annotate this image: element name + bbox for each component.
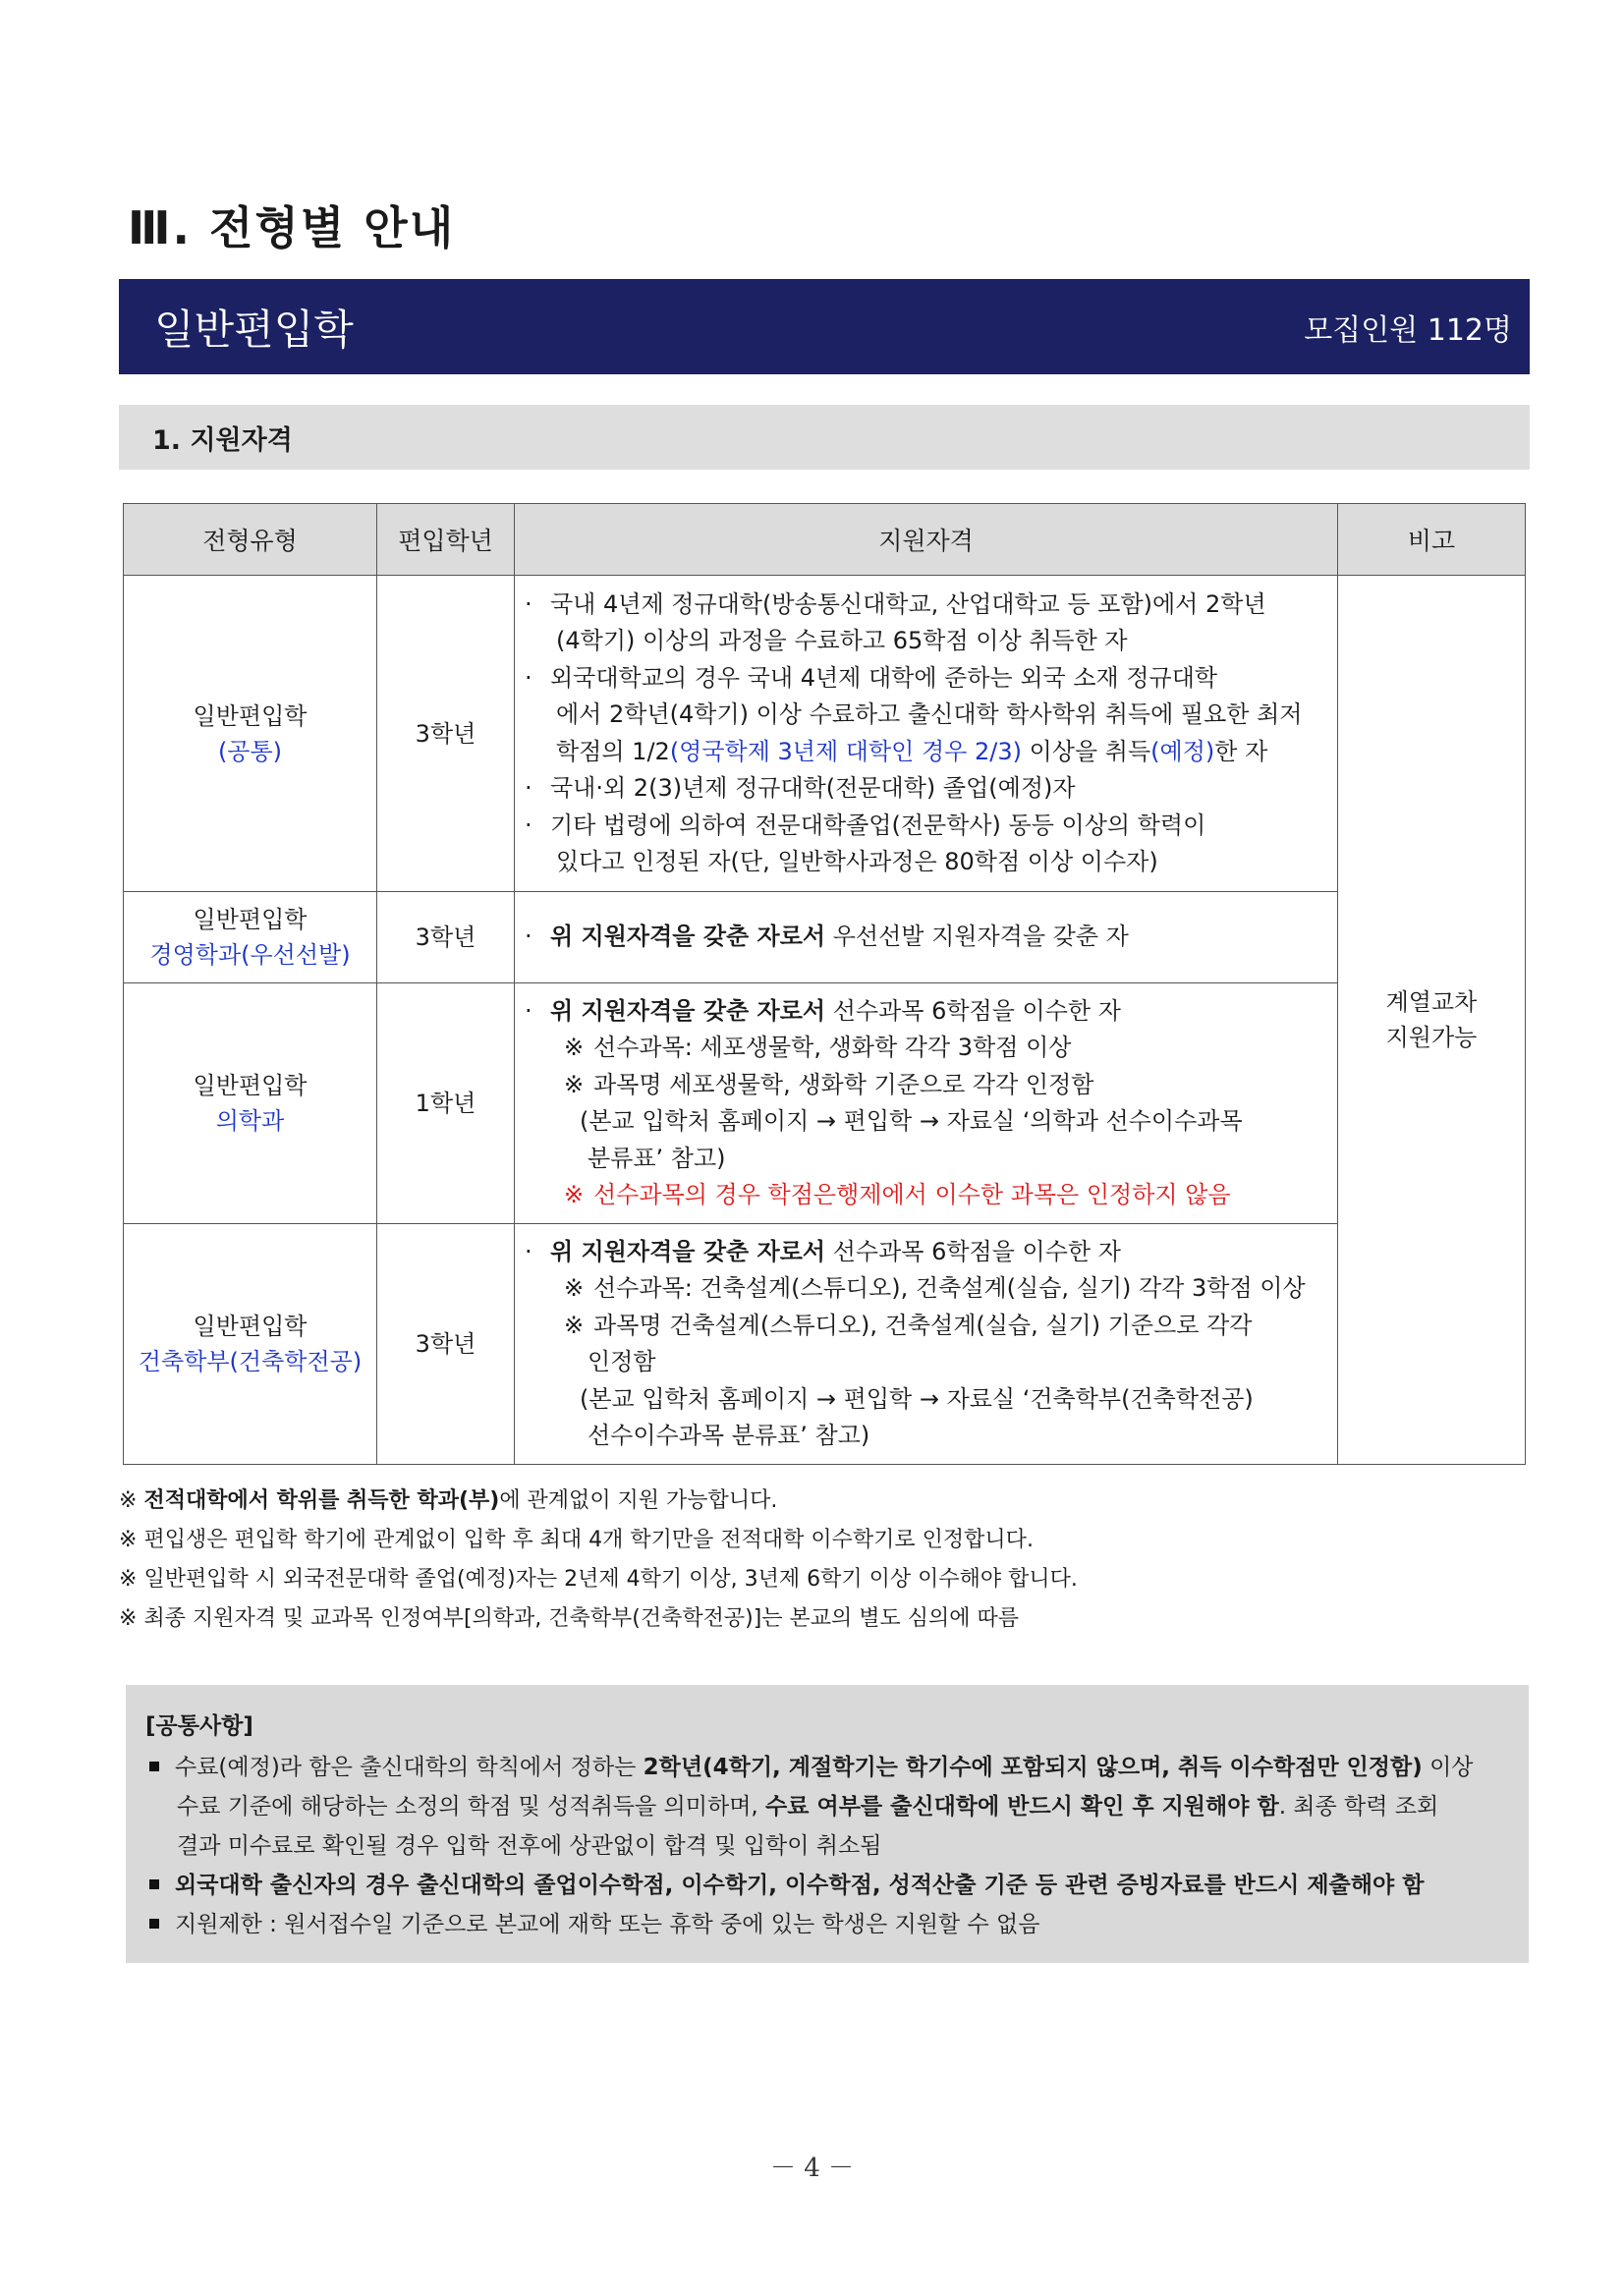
qual-text: 선수과목: 건축설계(스튜디오), 건축설계(실습, 실기) 각각 3학점 이상 — [593, 1274, 1306, 1302]
qual-text: (4학기) 이상의 과정을 수료하고 65학점 이상 취득한 자 — [556, 627, 1128, 654]
ref-mark: ※ — [564, 1034, 585, 1061]
page-title: Ⅲ. 전형별 안내 — [128, 201, 456, 254]
table-row — [124, 1224, 1526, 1465]
qual-text: 과목명 세포생물학, 생화학 기준으로 각각 인정함 — [593, 1070, 1094, 1098]
common-item: 지원제한 : 원서접수일 기준으로 본교에 재학 또는 휴학 중에 있는 학생은 지원할 수 없음 — [145, 1905, 1509, 1944]
type-cell — [124, 983, 377, 1224]
bullet: · — [525, 589, 532, 618]
footnote: ※ 최종 지원자격 및 교과목 인정여부[의학과, 건축학부(건축학전공)]는 본교의 별도 심의에 따름 — [119, 1606, 1020, 1631]
table-row — [124, 892, 1526, 983]
common-notice-title: [공통사항] — [145, 1713, 253, 1739]
qualification-cell — [515, 1224, 1338, 1465]
page-number: － 4 － — [769, 2154, 855, 2183]
type-label: 일반편입학 — [193, 906, 308, 933]
qual-text: 인정함 — [588, 1348, 656, 1375]
common-item-cont: 결과 미수료로 확인될 경우 입학 전후에 상관없이 합격 및 입학이 취소됨 — [177, 1833, 882, 1859]
qualification-table — [123, 503, 1526, 1465]
section-title: 1. 지원자격 — [152, 424, 293, 456]
year-cell: 1학년 — [377, 983, 515, 1224]
note-text: 계열교차 — [1385, 988, 1478, 1016]
qual-text: 학점의 1/2(영국학제 3년제 대학인 경우 2/3) 이상을 취득(예정)한 자 — [556, 737, 1268, 765]
square-bullet-icon — [149, 1762, 159, 1771]
common-item-cont: 수료 기준에 해당하는 소정의 학점 및 성적취득을 의미하며, 수료 여부를 출신대학에 반드시 확인 후 지원해야 함. 최종 학력 조회 — [177, 1794, 1439, 1820]
year-cell: 3학년 — [377, 576, 515, 892]
qualification-cell — [515, 983, 1338, 1224]
type-sub-label: 의학과 — [215, 1107, 285, 1135]
qual-text: 과목명 건축설계(스튜디오), 건축설계(실습, 실기) 기준으로 각각 — [593, 1311, 1253, 1339]
qual-text: (본교 입학처 홈페이지 → 편입학 → 자료실 ‘의학과 선수이수과목 — [580, 1107, 1243, 1135]
header-type: 전형유형 — [124, 504, 377, 576]
qual-text-bold: 위 지원자격을 갖춘 자로서 — [550, 1237, 826, 1265]
type-sub-label: 건축학부(건축학전공) — [138, 1348, 363, 1375]
bullet: · — [525, 1237, 532, 1265]
qual-text: 선수과목 6학점을 이수한 자 — [825, 996, 1121, 1025]
qual-text: 국내 4년제 정규대학(방송통신대학교, 산업대학교 등 포함)에서 2학년 — [550, 589, 1266, 618]
note-text: 지원가능 — [1385, 1024, 1478, 1051]
qual-text: (본교 입학처 홈페이지 → 편입학 → 자료실 ‘건축학부(건축학전공) — [580, 1384, 1254, 1413]
type-label: 일반편입학 — [193, 1072, 308, 1099]
qual-text: 외국대학교의 경우 국내 4년제 대학에 준하는 외국 소재 정규대학 — [550, 663, 1218, 692]
ref-mark: ※ — [564, 1274, 585, 1302]
ref-mark: ※ — [564, 1070, 585, 1098]
qual-text: 우선선발 지원자격을 갖춘 자 — [825, 923, 1129, 951]
square-bullet-icon — [149, 1919, 159, 1929]
footnotes — [119, 1482, 1078, 1639]
bullet: · — [525, 996, 532, 1025]
footnote: ※ 편입생은 편입학 학기에 관계없이 입학 후 최대 4개 학기만을 전적대학 이수학기로 인정합니다. — [119, 1528, 1034, 1552]
qual-text: 국내·외 2(3)년제 정규대학(전문대학) 졸업(예정)자 — [550, 774, 1076, 802]
qual-text-bold: 위 지원자격을 갖춘 자로서 — [550, 996, 826, 1025]
type-cell — [124, 1224, 377, 1465]
qual-text: 선수과목: 세포생물학, 생화학 각각 3학점 이상 — [593, 1034, 1072, 1061]
footnote: ※ 일반편입학 시 외국전문대학 졸업(예정)자는 2년제 4학기 이상, 3년제 6학기 이상 이수해야 합니다. — [119, 1567, 1078, 1592]
qual-text: 선수과목 6학점을 이수한 자 — [825, 1237, 1121, 1265]
type-cell — [124, 576, 377, 892]
table-row — [124, 576, 1526, 892]
bullet: · — [525, 811, 532, 839]
table-header-row — [124, 504, 1526, 576]
qualification-cell — [515, 576, 1338, 892]
qual-text: 에서 2학년(4학기) 이상 수료하고 출신대학 학사학위 취득에 필요한 최저 — [556, 700, 1303, 728]
header-year: 편입학년 — [377, 504, 515, 576]
ref-mark: ※ — [564, 1311, 585, 1339]
common-item: 외국대학 출신자의 경우 출신대학의 졸업이수학점, 이수학기, 이수학점, 성적산출 기준 등 관련 증빙자료를 반드시 제출해야 함 — [145, 1866, 1509, 1905]
year-cell: 3학년 — [377, 1224, 515, 1465]
section-banner — [119, 279, 1530, 374]
qual-text-bold: 위 지원자격을 갖춘 자로서 — [550, 923, 826, 951]
bullet: · — [525, 663, 532, 692]
bullet: · — [525, 923, 532, 951]
type-label: 일반편입학 — [193, 701, 308, 730]
qual-text: 기타 법령에 의하여 전문대학졸업(전문학사) 동등 이상의 학력이 — [550, 811, 1206, 839]
qual-text: 있다고 인정된 자(단, 일반학사과정은 80학점 이상 이수자) — [556, 848, 1158, 875]
ref-mark: ※ — [564, 1181, 585, 1208]
square-bullet-icon — [149, 1879, 159, 1889]
table-row — [124, 983, 1526, 1224]
type-sub-label: 경영학과(우선선발) — [149, 941, 351, 969]
banner-quota: 모집인원 112명 — [1304, 312, 1512, 348]
type-cell — [124, 892, 377, 983]
type-sub-label: (공통) — [217, 737, 283, 765]
section-heading — [119, 405, 1530, 470]
bullet: · — [525, 774, 532, 802]
year-cell: 3학년 — [377, 892, 515, 983]
footnote: ※ 전적대학에서 학위를 취득한 학과(부)에 관계없이 지원 가능합니다. — [119, 1488, 778, 1513]
common-item: 수료(예정)라 함은 출신대학의 학칙에서 정하는 2학년(4학기, 계절학기는 학기수에 포함되지 않으며, 취득 이수학점만 인정함) 이상 — [145, 1748, 1509, 1787]
qual-text-warning: 선수과목의 경우 학점은행제에서 이수한 과목은 인정하지 않음 — [593, 1181, 1231, 1208]
banner-title: 일반편입학 — [154, 305, 354, 354]
qualification-cell — [515, 892, 1338, 983]
note-cell — [1338, 576, 1526, 1465]
common-notice-box — [126, 1685, 1529, 1963]
header-note: 비고 — [1338, 504, 1526, 576]
header-qualification: 지원자격 — [515, 504, 1338, 576]
type-label: 일반편입학 — [193, 1313, 308, 1340]
qual-text: 선수이수과목 분류표’ 참고) — [588, 1422, 870, 1449]
qual-text: 분류표’ 참고) — [588, 1144, 726, 1172]
